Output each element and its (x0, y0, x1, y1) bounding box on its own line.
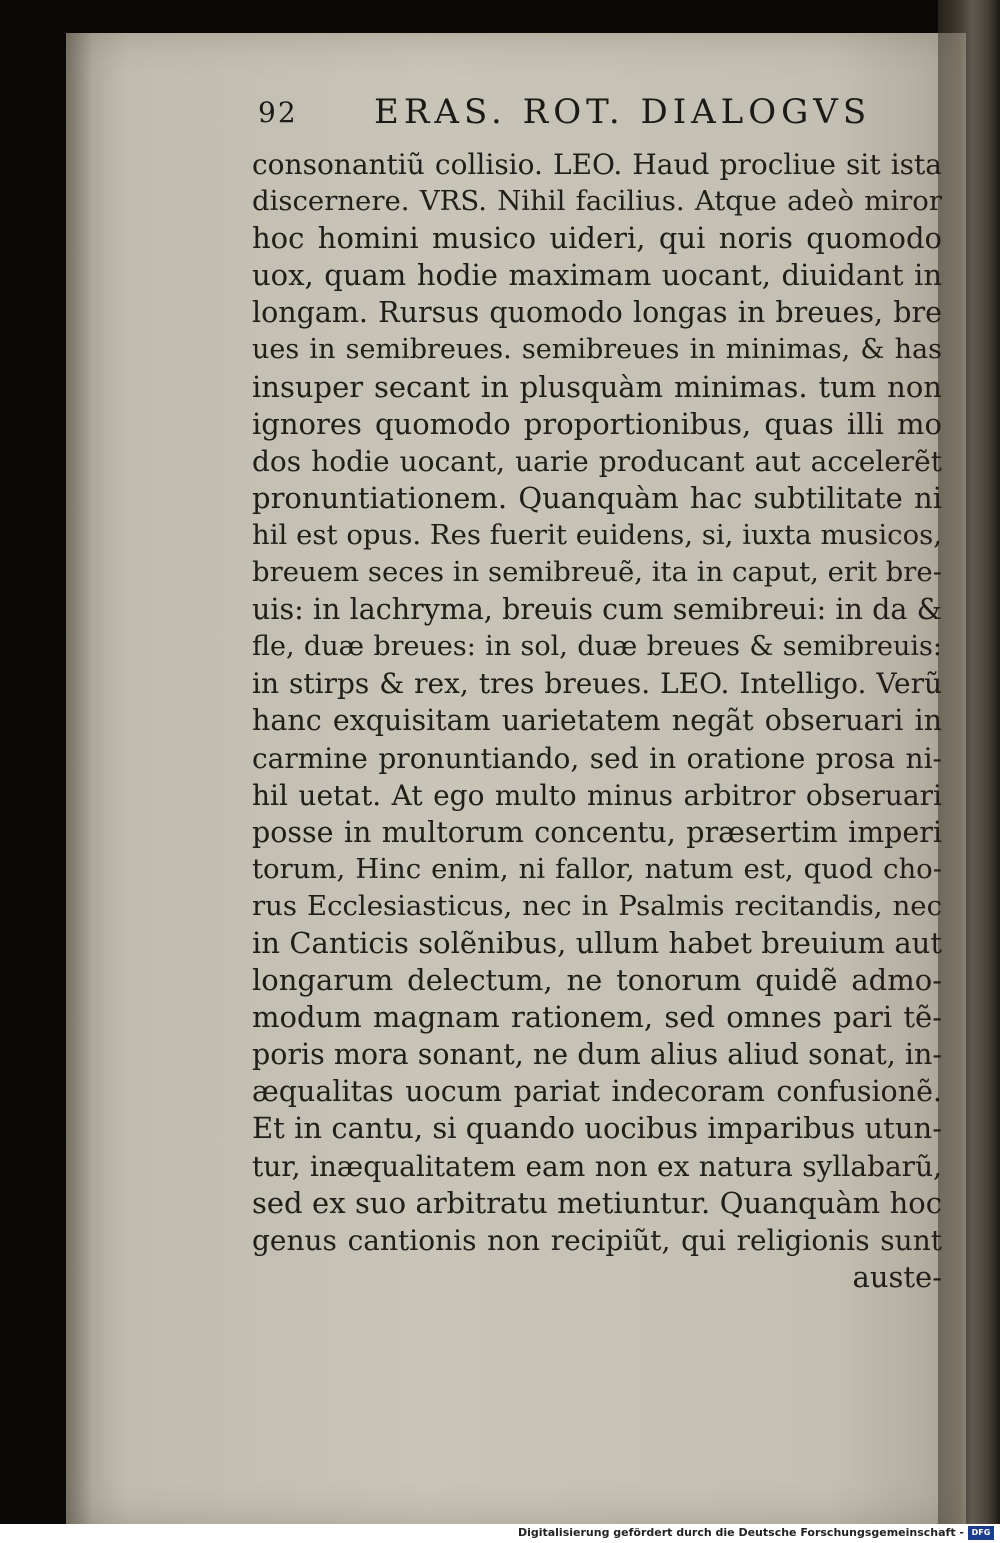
text-line: genus cantionis non recipiũt, qui religionis sunt (252, 1223, 942, 1257)
text-line: uox, quam hodie maximam uocant, diuidant in (252, 258, 942, 293)
text-line: poris mora sonant, ne dum alius aliud sonat, in- (252, 1038, 942, 1072)
text-line: carmine pronuntiando, sed in oratione prosa ni- (252, 741, 942, 775)
text-line: ues in semibreues. semibreues in minimas, & has (252, 334, 942, 366)
catchword: auste- (852, 1259, 942, 1294)
text-line: tur, inæqualitatem eam non ex natura syllabarũ, (252, 1149, 942, 1183)
text-line: rus Ecclesiasticus, nec in Psalmis recitandis, nec (252, 889, 942, 922)
page-edge (938, 0, 1000, 1524)
text-line: ignores quomodo proportionibus, quas illi mo (252, 406, 942, 441)
text-line: longam. Rursus quomodo longas in breues, bre (252, 296, 942, 330)
gutter-shadow (66, 33, 92, 1524)
text-line: æqualitas uocum pariat indecoram confusionẽ. (252, 1075, 942, 1109)
running-title: ERAS. ROT. DIALOGVS (374, 92, 872, 132)
text-line: Et in cantu, si quando uocibus imparibus utun- (252, 1111, 942, 1146)
text-line: sed ex suo arbitratu metiuntur. Quanquàm hoc (252, 1185, 942, 1220)
text-line: breuem seces in semibreuẽ, ita in caput, erit bre- (252, 556, 942, 589)
text-line: torum, Hinc enim, ni fallor, natum est, quod cho- (252, 852, 942, 885)
text-line: pronuntiationem. Quanquàm hac subtilitate ni (252, 480, 942, 515)
text-line: fle, duæ breues: in sol, duæ breues & semibreuis: (252, 631, 942, 663)
text-line: posse in multorum concentu, præsertim imperi (252, 815, 942, 849)
text-line: dos hodie uocant, uarie producant aut accelerẽt (252, 444, 942, 478)
dfg-logo-icon: DFG (968, 1526, 994, 1540)
text-line: hoc homini musico uideri, qui noris quomodo (252, 221, 942, 256)
text-line: hil uetat. At ego multo minus arbitror obseruari (252, 778, 942, 812)
page-number: 92 (258, 96, 298, 129)
digitization-footer (0, 1524, 1000, 1543)
text-line: insuper secant in plusquàm minimas. tum non (252, 369, 942, 404)
text-line: in Canticis solẽnibus, ullum habet breuium aut (252, 925, 942, 960)
text-line: in stirps & rex, tres breues. LEO. Intelligo. Verũ (252, 667, 942, 701)
running-head (258, 92, 878, 136)
text-block (252, 146, 942, 1296)
text-line: hil est opus. Res fuerit euidens, si, iuxta musicos, (252, 518, 942, 551)
footer-credit: Digitalisierung gefördert durch die Deutsche Forschungsgemeinschaft - (517, 1526, 964, 1539)
text-line: hanc exquisitam uarietatem negãt obseruari in (252, 704, 942, 738)
text-line: modum magnam rationem, sed omnes pari tẽ- (252, 1000, 942, 1035)
text-line: consonantiũ collisio. LEO. Haud procliue sit ista (252, 148, 942, 181)
text-line: longarum delectum, ne tonorum quidẽ admo- (252, 963, 942, 998)
text-line: discernere. VRS. Nihil facilius. Atque adeò miror (252, 185, 942, 218)
text-line: uis: in lachryma, breuis cum semibreui: in da & (252, 593, 942, 627)
